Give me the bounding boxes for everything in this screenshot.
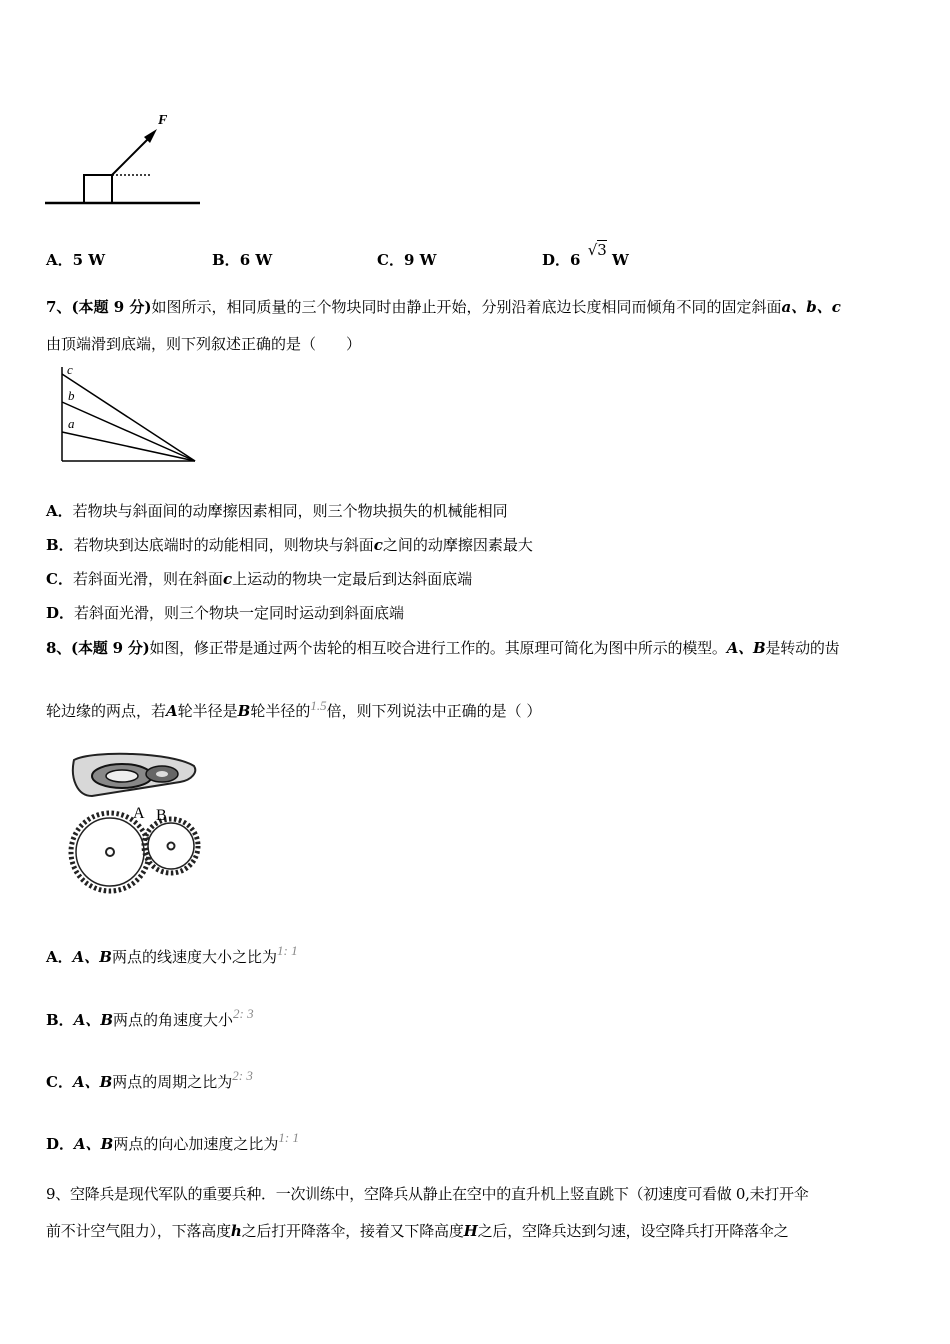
q9-line2: 前不计空气阻力），下落高度h之后打开降落伞，接着又下降高度H之后，空降兵达到匀速，设空降兵打开降落伞之: [46, 1222, 789, 1240]
q8-option-c: C．A、B两点的周期之比为2: 3: [46, 1068, 253, 1091]
force-arrow: [112, 135, 152, 175]
q6-option-a: A．5 W: [46, 251, 106, 269]
q8-option-a: A．A、B两点的线速度大小之比为1: 1: [46, 943, 298, 966]
large-gear-icon: [71, 813, 149, 891]
label-b: b: [68, 388, 75, 403]
sqrt-symbol: √3: [587, 241, 607, 259]
q7-option-c: C．若斜面光滑，则在斜面c上运动的物块一定最后到达斜面底端: [46, 570, 473, 588]
q7-incline-figure: [55, 362, 205, 468]
correction-tape-icon: [73, 754, 195, 796]
q8-option-b: B．A、B两点的角速度大小2: 3: [46, 1006, 254, 1029]
incline-a: [62, 432, 195, 461]
q6-option-d: D．6 √3 W: [542, 241, 629, 269]
q6-force-figure: [40, 108, 210, 213]
q7-option-d: D．若斜面光滑，则三个物块一定同时运动到斜面底端: [46, 604, 405, 622]
force-label: F: [158, 113, 168, 128]
q8-stem-line2: 轮边缘的两点，若A轮半径是B轮半径的1.5倍，则下列说法中正确的是（ ）: [46, 698, 542, 720]
q9-line1: 9、空降兵是现代军队的重要兵种．一次训练中，空降兵从静止在空中的直升机上竖直跳下（初速度可看做 0,未打开伞: [46, 1185, 809, 1203]
q6-option-c: C．9 W: [377, 251, 437, 269]
q6-option-b: B．6 W: [212, 251, 273, 269]
q7-stem-line1: 7、(本题 9 分)如图所示，相同质量的三个物块同时由静止开始，分别沿着底边长度相同而倾角不同的固定斜面a、b、c: [46, 298, 841, 316]
label-c: c: [67, 362, 73, 377]
block: [84, 175, 112, 203]
q8-option-d: D．A、B两点的向心加速度之比为1: 1: [46, 1130, 299, 1153]
label-a: a: [68, 416, 75, 431]
label-A: A: [133, 805, 145, 822]
incline-c: [62, 374, 195, 461]
incline-b: [62, 402, 195, 461]
q7-option-b: B．若物块到达底端时的动能相同，则物块与斜面c之间的动摩擦因素最大: [46, 536, 533, 554]
q7-stem-line2: 由顶端滑到底端，则下列叙述正确的是（ ）: [46, 335, 362, 353]
q7-option-a: A．若物块与斜面间的动摩擦因素相同，则三个物块损失的机械能相同: [46, 502, 508, 520]
small-gear-icon: [144, 819, 198, 873]
label-B: B: [156, 807, 167, 824]
q8-gears-figure: [62, 748, 212, 898]
q8-stem-line1: 8、(本题 9 分)如图，修正带是通过两个齿轮的相互咬合进行工作的。其原理可简化为图中所示的模型。A、B是转动的齿: [46, 639, 840, 657]
